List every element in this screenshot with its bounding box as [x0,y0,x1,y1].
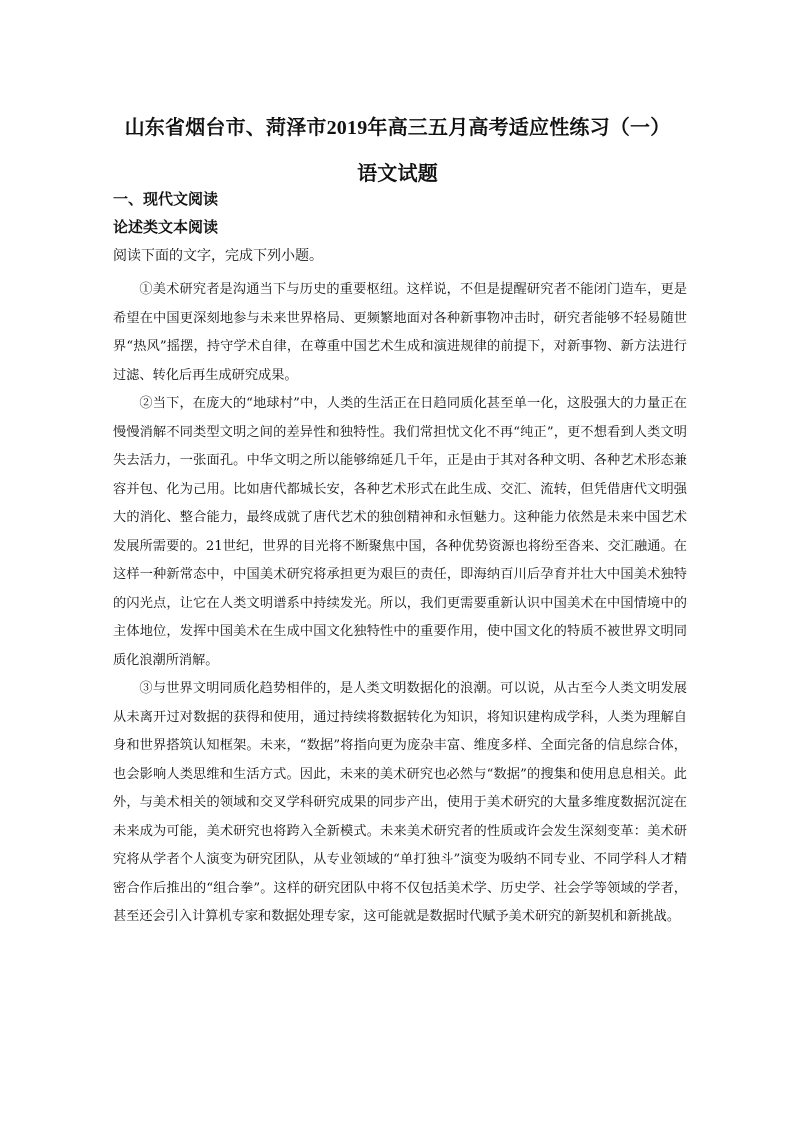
document-title-line2: 语文试题 [357,163,438,185]
document-title [110,108,685,194]
section-heading: 一、现代文阅读 [113,190,219,208]
subsection-heading: 论述类文本阅读 [113,218,219,236]
reading-instruction: 阅读下面的文字，完成下列小题。 [113,248,323,264]
reading-passage [113,276,687,932]
passage-paragraph-2: ②当下，在庞大的“地球村”中，人类的生活正在日趋同质化甚至单一化，这股强大的力量正在慢慢消解不同类型文明之间的差异性和独特性。我们常担忧文化不再“纯正”，更不想看到人类文明失去活力，一张面孔。中华文明之所以能够绵延几千年，正是由于其对各种文明、各种艺术形态兼容并包、化为己用。比如唐代都城长安，各种艺术形式在此生成、交汇、流转，但凭借唐代文明强大的消化、整合能力，最终成就了唐代艺术的独创精神和永恒魅力。这种能力依然是未来中国艺术发展所需要的。21世纪，世界的目光将不断聚焦中国，各种优势资源也将纷至沓来、交汇融通。在这样一种新常态中，中国美术研究将承担更为艰巨的责任，即海纳百川后孕育并壮大中国美术独特的闪光点，让它在人类文明谱系中持续发光。所以，我们更需要重新认识中国美术在中国情境中的主体地位，发挥中国美术在生成中国文化独特性中的重要作用，使中国文化的特质不被世界文明同质化浪潮所消解。 [113,396,687,668]
passage-paragraph-1: ①美术研究者是沟通当下与历史的重要枢纽。这样说，不但是提醒研究者不能闭门造车，更是希望在中国更深刻地参与未来世界格局、更频繁地面对各种新事物冲击时，研究者能够不轻易随世界“热风”摇摆，持守学术自律，在尊重中国艺术生成和演进规律的前提下，对新事物、新方法进行过滤、转化后再生成研究成果。 [113,282,687,383]
document-title-line1: 山东省烟台市、菏泽市2019年高三五月高考适应性练习（一） [124,117,671,139]
passage-paragraph-3: ③与世界文明同质化趋势相伴的，是人类文明数据化的浪潮。可以说，从古至今人类文明发展从未离开过对数据的获得和使用，通过持续将数据转化为知识，将知识建构成学科，人类为理解自身和世界搭筑认知框架。未来，“数据”将指向更为庞杂丰富、维度多样、全面完备的信息综合体，也会影响人类思维和生活方式。因此，未来的美术研究也必然与“数据”的搜集和使用息息相关。此外，与美术相关的领域和交叉学科研究成果的同步产出，使用于美术研究的大量多维度数据沉淀在未来成为可能，美术研究也将跨入全新模式。未来美术研究者的性质或许会发生深刻变革：美术研究将从学者个人演变为研究团队，从专业领域的“单打独斗”演变为吸纳不同专业、不同学科人才精密合作后推出的“组合拳”。这样的研究团队中将不仅包括美术学、历史学、社会学等领域的学者，甚至还会引入计算机专家和数据处理专家，这可能就是数据时代赋予美术研究的新契机和新挑战。 [113,681,687,924]
